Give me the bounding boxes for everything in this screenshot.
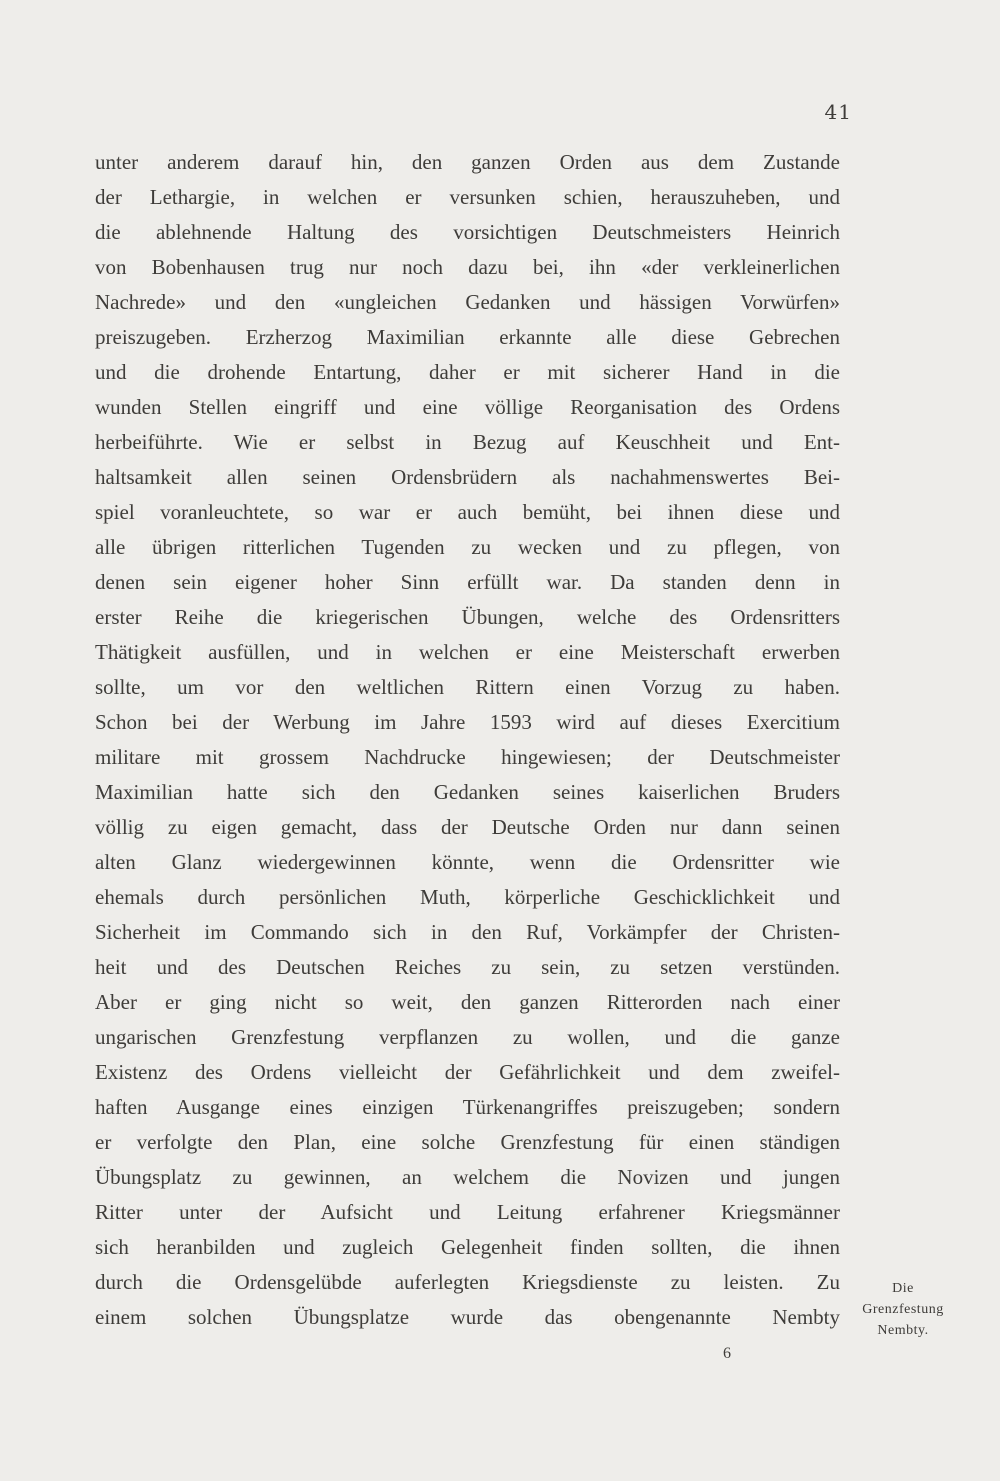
text-line: wunden Stellen eingriff und eine völlige Reorganisation des Ordens bbox=[95, 395, 840, 419]
page-number: 41 bbox=[824, 100, 852, 124]
text-line: völlig zu eigen gemacht, dass der Deutsche Orden nur dann seinen bbox=[95, 815, 840, 839]
text-line: der Lethargie, in welchen er versunken schien, herauszuheben, und bbox=[95, 185, 840, 209]
text-line: Aber er ging nicht so weit, den ganzen Ritterorden nach einer bbox=[95, 990, 840, 1014]
text-line: alten Glanz wiedergewinnen könnte, wenn die Ordensritter wie bbox=[95, 850, 840, 874]
margin-note bbox=[848, 1278, 958, 1341]
signature-mark: 6 bbox=[723, 1345, 731, 1362]
text-line: unter anderem darauf hin, den ganzen Orden aus dem Zustande bbox=[95, 150, 840, 174]
margin-note-line: Nembty. bbox=[877, 1323, 929, 1338]
text-line: Ritter unter der Aufsicht und Leitung erfahrener Kriegsmänner bbox=[95, 1200, 840, 1224]
body-text bbox=[95, 145, 840, 1335]
text-line: ehemals durch persönlichen Muth, körperliche Geschicklichkeit und bbox=[95, 885, 840, 909]
text-line: die ablehnende Haltung des vorsichtigen Deutschmeisters Heinrich bbox=[95, 220, 840, 244]
text-line: Maximilian hatte sich den Gedanken seines kaiserlichen Bruders bbox=[95, 780, 840, 804]
text-line: Nachrede» und den «ungleichen Gedanken und hässigen Vorwürfen» bbox=[95, 290, 840, 314]
text-line: alle übrigen ritterlichen Tugenden zu wecken und zu pflegen, von bbox=[95, 535, 840, 559]
text-line: erster Reihe die kriegerischen Übungen, welche des Ordensritters bbox=[95, 605, 840, 629]
text-line: durch die Ordensgelübde auferlegten Kriegsdienste zu leisten. Zu bbox=[95, 1270, 840, 1294]
text-line: sollte, um vor den weltlichen Rittern einen Vorzug zu haben. bbox=[95, 675, 840, 699]
margin-note-line: Grenzfestung bbox=[862, 1302, 944, 1317]
text-line: Existenz des Ordens vielleicht der Gefährlichkeit und dem zweifel- bbox=[95, 1060, 840, 1084]
text-line: er verfolgte den Plan, eine solche Grenzfestung für einen ständigen bbox=[95, 1130, 840, 1154]
text-line: preiszugeben. Erzherzog Maximilian erkannte alle diese Gebrechen bbox=[95, 325, 840, 349]
text-line: haften Ausgange eines einzigen Türkenangriffes preiszugeben; sondern bbox=[95, 1095, 840, 1119]
text-line: militare mit grossem Nachdrucke hingewiesen; der Deutschmeister bbox=[95, 745, 840, 769]
text-line: haltsamkeit allen seinen Ordensbrüdern als nachahmenswertes Bei- bbox=[95, 465, 840, 489]
text-line: und die drohende Entartung, daher er mit sicherer Hand in die bbox=[95, 360, 840, 384]
text-line: sich heranbilden und zugleich Gelegenheit finden sollten, die ihnen bbox=[95, 1235, 840, 1259]
text-line: Übungsplatz zu gewinnen, an welchem die Novizen und jungen bbox=[95, 1165, 840, 1189]
text-line: heit und des Deutschen Reiches zu sein, zu setzen verstünden. bbox=[95, 955, 840, 979]
margin-note-line: Die bbox=[892, 1281, 914, 1296]
text-line: denen sein eigener hoher Sinn erfüllt war. Da standen denn in bbox=[95, 570, 840, 594]
text-line: herbeiführte. Wie er selbst in Bezug auf Keuschheit und Ent- bbox=[95, 430, 840, 454]
text-line: Sicherheit im Commando sich in den Ruf, Vorkämpfer der Christen- bbox=[95, 920, 840, 944]
text-line: Thätigkeit ausfüllen, und in welchen er eine Meisterschaft erwerben bbox=[95, 640, 840, 664]
text-line: spiel voranleuchtete, so war er auch bemüht, bei ihnen diese und bbox=[95, 500, 840, 524]
text-line: von Bobenhausen trug nur noch dazu bei, ihn «der verkleinerlichen bbox=[95, 255, 840, 279]
text-line: Schon bei der Werbung im Jahre 1593 wird auf dieses Exercitium bbox=[95, 710, 840, 734]
text-line: einem solchen Übungsplatze wurde das obengenannte Nembty bbox=[95, 1305, 840, 1329]
text-line: ungarischen Grenzfestung verpflanzen zu wollen, und die ganze bbox=[95, 1025, 840, 1049]
